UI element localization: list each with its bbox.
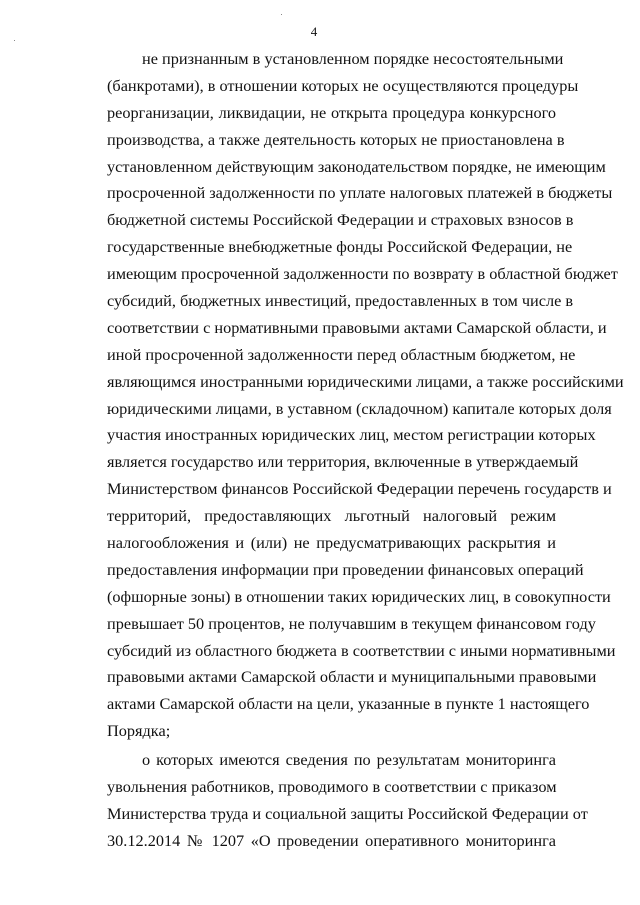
- page-number: 4: [310, 24, 318, 39]
- paragraph: [107, 46, 624, 745]
- text-line: государственные внебюджетные фонды Российской Федерации, не: [107, 237, 573, 257]
- document-body: [107, 46, 624, 855]
- text-line: о которых имеются сведения по результатам мониторинга: [142, 750, 556, 770]
- text-line: Министерством финансов Российской Федерации перечень государств и: [107, 479, 612, 499]
- text-line: увольнения работников, проводимого в соответствии с приказом: [107, 777, 557, 797]
- text-line: территорий, предоставляющих льготный налоговый режим: [107, 506, 556, 526]
- text-line: (банкротами), в отношении которых не осуществляются процедуры: [107, 75, 579, 95]
- text-line: субсидий, бюджетных инвестиций, предоставленных в том числе в: [107, 291, 574, 311]
- paragraph: [107, 747, 588, 855]
- text-line: бюджетной системы Российской Федерации и страховых взносов в: [107, 210, 574, 230]
- text-line: является государство или территория, включенные в утверждаемый: [107, 452, 579, 472]
- text-line: не признанным в установленном порядке несостоятельными: [142, 49, 564, 68]
- text-line: превышает 50 процентов, не получавшим в текущем финансовом году: [107, 613, 596, 633]
- text-line: просроченной задолженности по уплате налоговых платежей в бюджеты: [107, 183, 613, 203]
- text-line: предоставления информации при проведении финансовых операций: [107, 559, 584, 579]
- scan-speck: [281, 14, 282, 15]
- text-line: правовыми актами Самарской области и муниципальными правовыми: [107, 667, 597, 687]
- text-line: Министерства труда и социальной защиты Российской Федерации от: [107, 803, 588, 823]
- text-line: иной просроченной задолженности перед областным бюджетом, не: [107, 344, 576, 364]
- text-line: соответствии с нормативными правовыми актами Самарской области, и: [107, 317, 607, 337]
- text-line: имеющим просроченной задолженности по возврату в областной бюджет: [107, 264, 618, 284]
- text-line: (офшорные зоны) в отношении таких юридических лиц, в совокупности: [107, 586, 611, 606]
- text-line: реорганизации, ликвидации, не открыта процедура конкурсного: [107, 102, 556, 122]
- text-line: юридическими лицами, в уставном (складочном) капитале которых доля: [107, 398, 612, 418]
- text-line: актами Самарской области на цели, указанные в пункте 1 настоящего: [107, 694, 590, 714]
- text-line: производства, а также деятельность которых не приостановлена в: [107, 129, 565, 149]
- text-line: являющимся иностранными юридическими лицами, а также российскими: [107, 371, 624, 391]
- text-line: 30.12.2014 № 1207 «О проведении оперативного мониторинга: [107, 830, 556, 850]
- text-line: субсидий из областного бюджета в соответствии с иными нормативными: [107, 640, 616, 660]
- scan-speck: [14, 40, 15, 41]
- text-line: налогообложения и (или) не предусматривающих раскрытия и: [107, 533, 556, 553]
- text-line: Порядка;: [107, 721, 171, 741]
- text-line: установленном действующим законодательством порядке, не имеющим: [107, 156, 606, 176]
- text-line: участия иностранных юридических лиц, местом регистрации которых: [107, 425, 596, 445]
